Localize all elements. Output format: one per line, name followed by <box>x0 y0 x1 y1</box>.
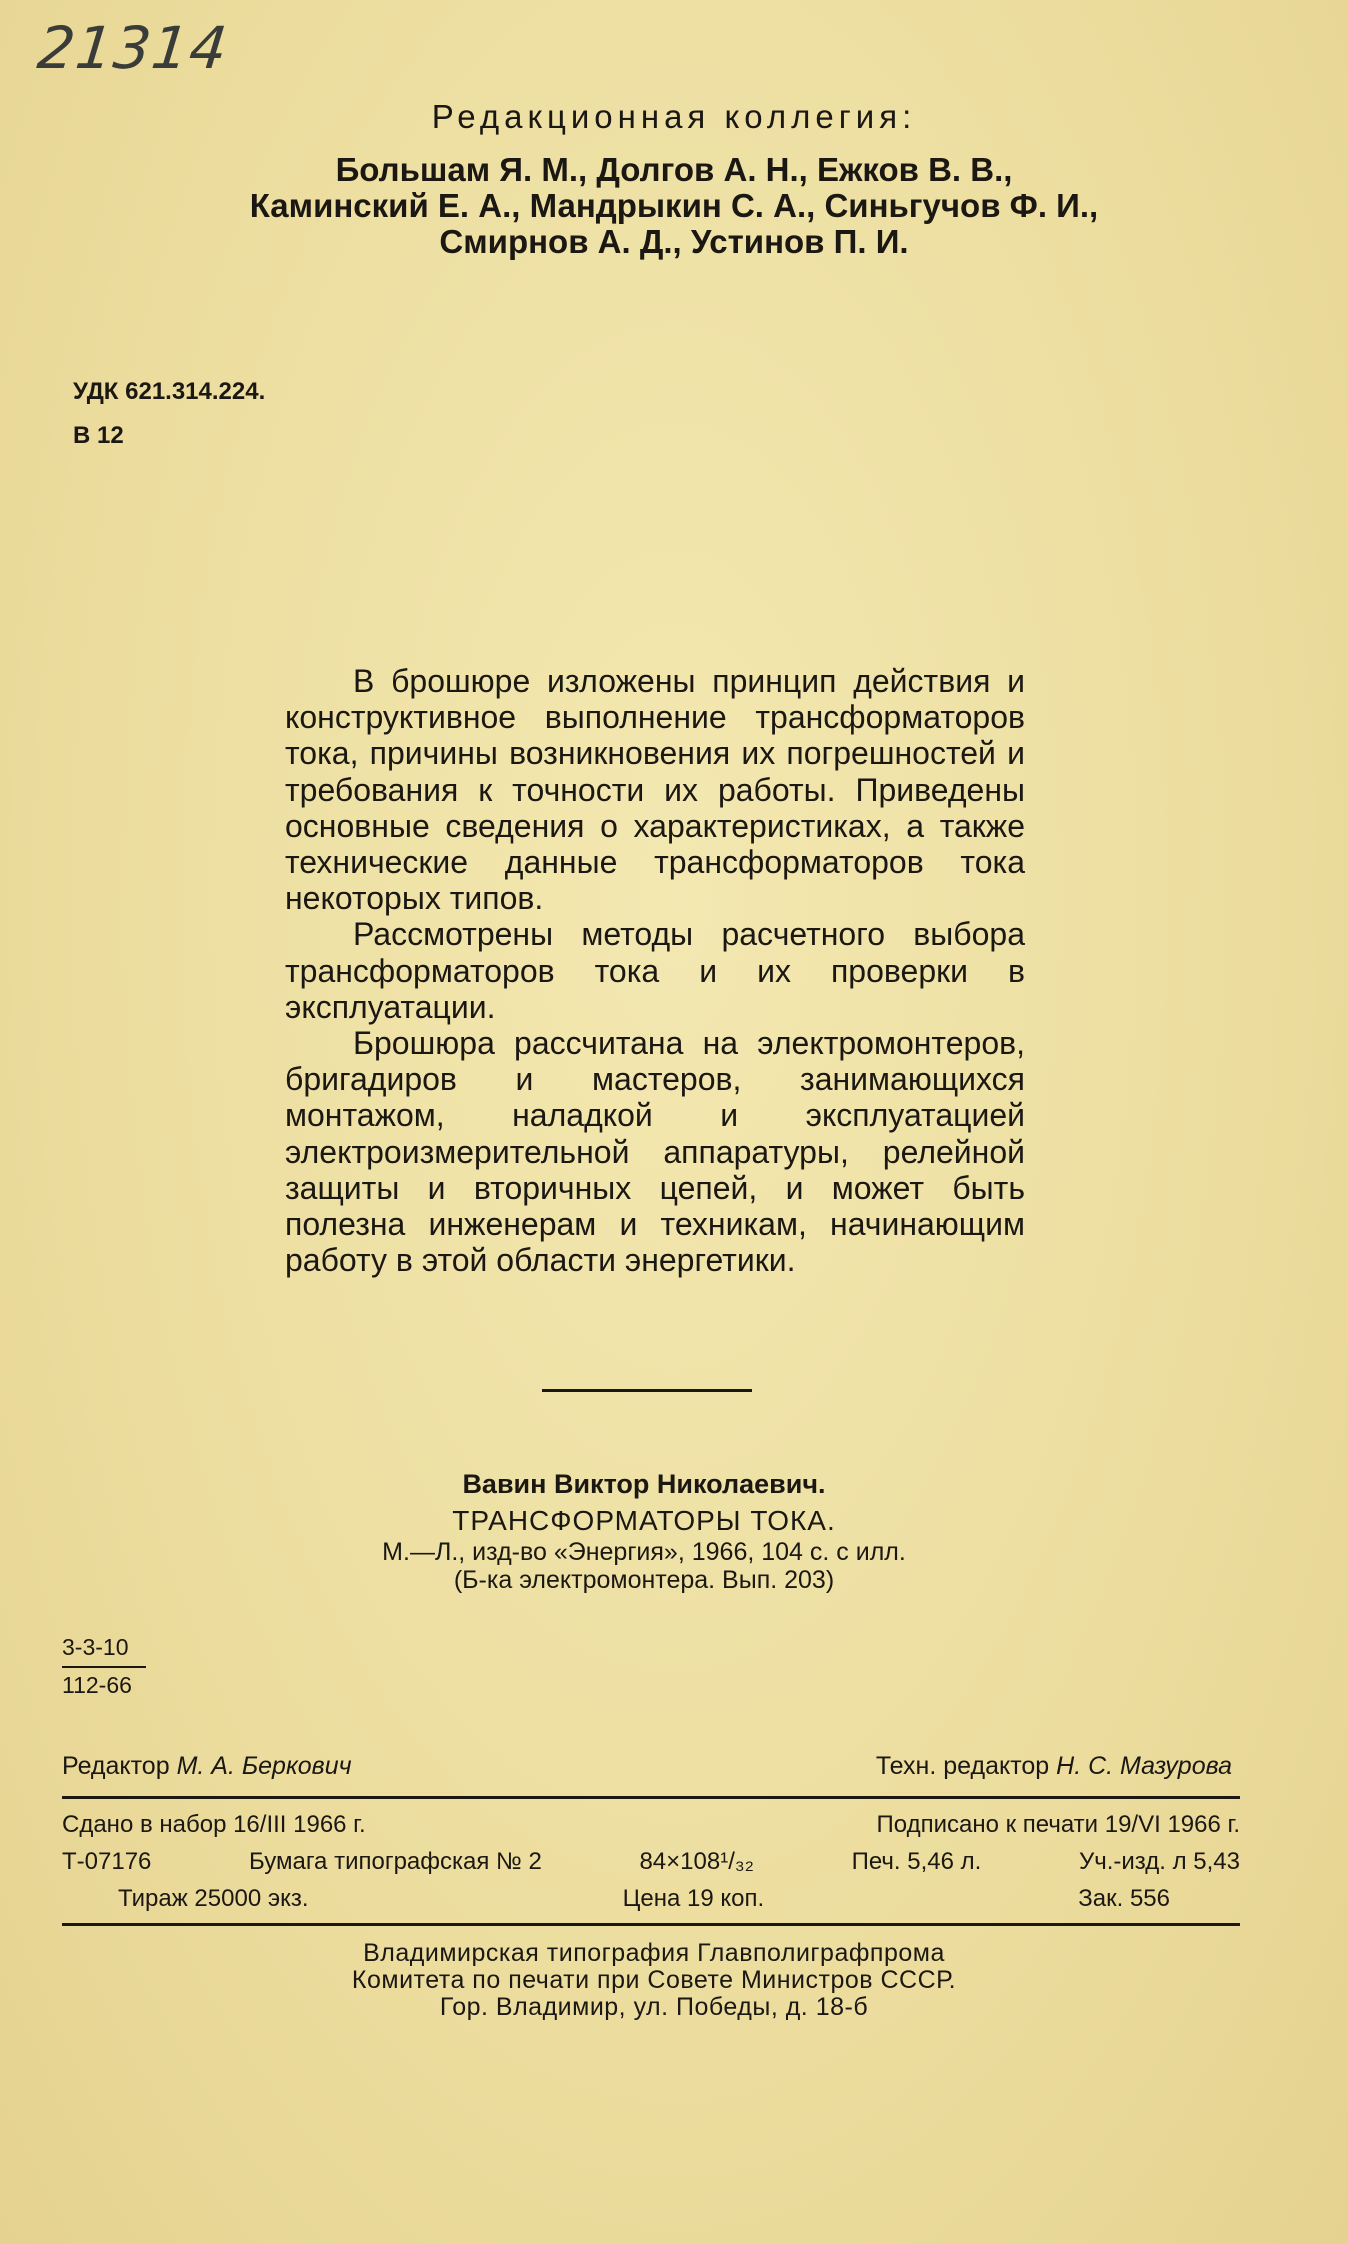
annotation-text <box>285 663 1025 1278</box>
udk-code: УДК 621.314.224. <box>73 378 266 405</box>
catalog-code-numerator: 3-3-10 <box>62 1630 146 1668</box>
printer-info <box>0 1940 1348 2021</box>
editorial-board-line: Каминский Е. А., Мандрыкин С. А., Синьгучов Ф. И., <box>249 187 1099 224</box>
tech-editor-label: Техн. редактор <box>875 1752 1050 1780</box>
editor <box>62 1752 352 1781</box>
editor-label: Редактор <box>62 1752 170 1780</box>
imprint-top-rule <box>62 1796 1240 1799</box>
section-divider <box>542 1389 752 1392</box>
paper-format: 84×108¹/₃₂ <box>639 1848 754 1875</box>
printer-line: Комитета по печати при Совете Министров СССР. <box>351 1966 957 1994</box>
price: Цена 19 коп. <box>622 1885 765 1912</box>
imprint-bottom-rule <box>62 1923 1240 1926</box>
imprint-row-run <box>62 1880 1240 1917</box>
printer-line: Гор. Владимир, ул. Победы, д. 18-б <box>439 1993 869 2021</box>
catalog-code <box>62 1630 146 1702</box>
printer-line: Владимирская типография Главполиграфпрома <box>363 1939 945 1967</box>
catalog-code-denominator: 112-66 <box>62 1672 132 1698</box>
order-number: Зак. 556 <box>1078 1885 1170 1912</box>
editorial-board-line: Большам Я. М., Долгов А. Н., Ежков В. В., <box>335 151 1013 188</box>
annotation-paragraph: В брошюре изложены принцип действия и конструктивное выполнение трансформаторов тока, причины возникновения их погрешностей и требования к точности их работы. Приведены основные сведения о характеристиках, а также технические данные трансформаторов тока некоторых типов. <box>285 663 1025 917</box>
tech-editor <box>876 1752 1232 1781</box>
imprint-row-paper <box>62 1843 1240 1880</box>
editor-name: М. А. Беркович <box>176 1752 352 1780</box>
tech-editor-name: Н. С. Мазурова <box>1056 1752 1232 1780</box>
publication-details: М.—Л., изд-во «Энергия», 1966, 104 с. с илл. <box>382 1538 906 1566</box>
bibliographic-entry <box>0 1464 1348 1594</box>
editorial-board-heading: Редакционная коллегия: <box>431 98 917 135</box>
signed-date: Подписано к печати 19/VI 1966 г. <box>876 1811 1240 1838</box>
book-title: ТРАНСФОРМАТОРЫ ТОКА. <box>452 1505 836 1536</box>
annotation-paragraph: Брошюра рассчитана на электромонтеров, бригадиров и мастеров, занимающихся монтажом, наладкой и эксплуатацией электроизмерительной аппаратуры, релейной защиты и вторичных цепей, и может быть полезна инженерам и техникам, начинающим работу в этой области энергетики. <box>285 1025 1025 1279</box>
annotation-paragraph: Рассмотрены методы расчетного выбора трансформаторов тока и их проверки в эксплуатации. <box>285 916 1025 1025</box>
book-series: (Б-ка электромонтера. Вып. 203) <box>453 1566 835 1594</box>
typeset-date: Сдано в набор 16/III 1966 г. <box>62 1811 366 1838</box>
book-author: Вавин Виктор Николаевич. <box>462 1469 826 1499</box>
handwritten-library-mark: 21314 <box>34 14 232 82</box>
print-sheets: Печ. 5,46 л. <box>851 1848 982 1875</box>
paper-type: Бумага типографская № 2 <box>249 1848 542 1875</box>
editorial-board-members <box>0 152 1348 260</box>
publishing-sheets: Уч.-изд. л 5,43 <box>1078 1848 1240 1875</box>
editors-line <box>62 1752 1232 1781</box>
editorial-board-line: Смирнов А. Д., Устинов П. И. <box>439 223 909 260</box>
classification-block <box>73 370 265 458</box>
imprint-block <box>62 1806 1240 1917</box>
imprint-row-dates <box>62 1806 1240 1843</box>
order-code: Т-07176 <box>62 1848 152 1875</box>
print-run: Тираж 25000 экз. <box>118 1885 309 1912</box>
bbk-code: В 12 <box>73 422 124 449</box>
